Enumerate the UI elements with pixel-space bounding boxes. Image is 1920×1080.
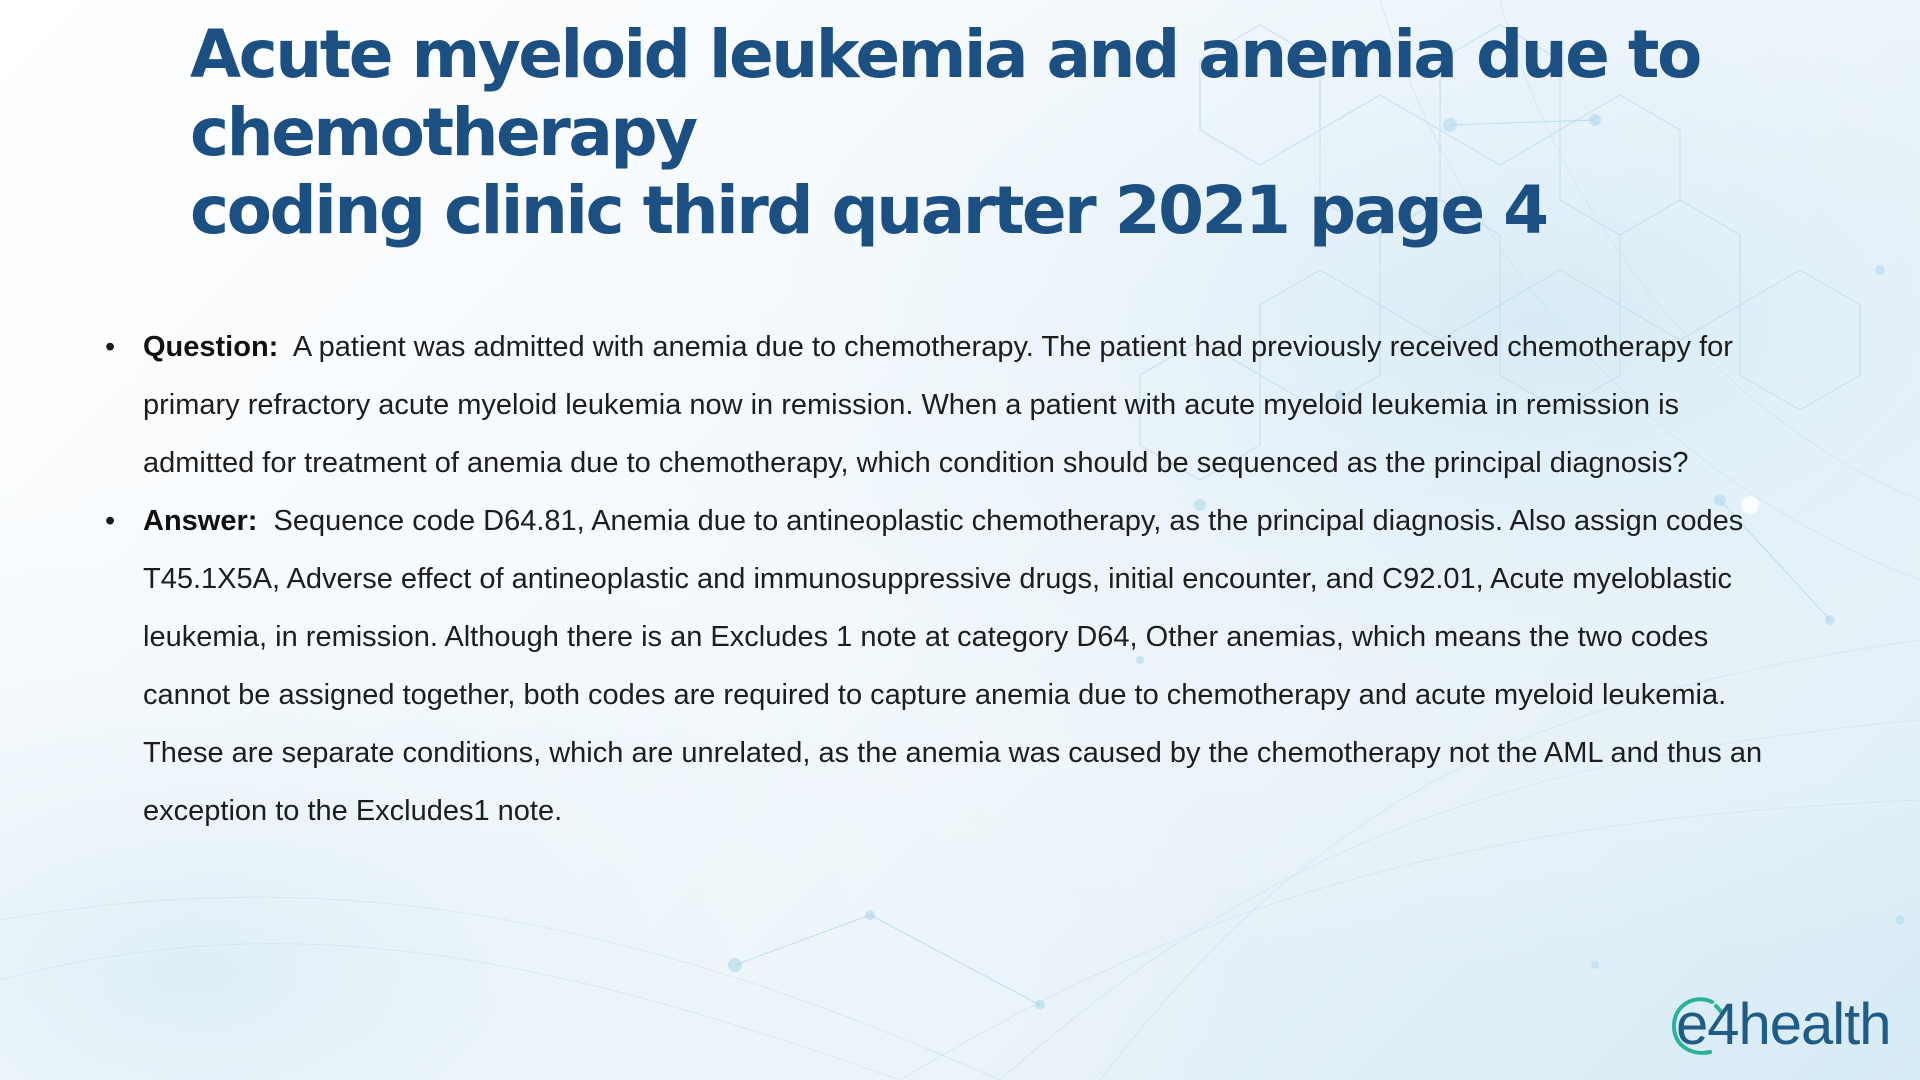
e4health-logo: [1668, 990, 1898, 1062]
title-line-2: chemotherapy: [190, 94, 696, 171]
answer-text: Sequence code D64.81, Anemia due to antineoplastic chemotherapy, as the principal diagnosis. Also assign codes T45.1X5A, Adverse effect of antineoplastic and immunosuppressive drugs, initial encounter, and C92.01, Acute myeloblastic leukemia, in remission. Although there is an Excludes 1 note at category D64, Other anemias, which means the two codes cannot be assigned together, both codes are required to capture anemia due to chemotherapy and acute myeloid leukemia. These are separate conditions, which are unrelated, as the anemia was caused by the chemotherapy not the AML and thus an exception to the Excludes1 note.: [143, 505, 1763, 827]
answer-label: Answer:: [143, 505, 258, 537]
title-line-1: Acute myeloid leukemia and anemia due to: [190, 16, 1700, 93]
bullet-dot: •: [105, 505, 116, 537]
title-line-3: coding clinic third quarter 2021 page 4: [190, 172, 1547, 249]
question-text: A patient was admitted with anemia due to chemotherapy. The patient had previously received chemotherapy for primary refractory acute myeloid leukemia now in remission. When a patient with acute myeloid leukemia in remission is admitted for treatment of anemia due to chemotherapy, which condition should be sequenced as the principal diagnosis?: [143, 331, 1733, 479]
bullet-list: [105, 318, 1795, 840]
question-bullet: [105, 318, 1795, 492]
question-label: Question:: [143, 331, 279, 363]
bullet-dot: •: [105, 331, 116, 363]
logo-wordmark: e4health: [1676, 992, 1891, 1057]
slide-title: [190, 16, 1750, 250]
answer-bullet: [105, 492, 1795, 840]
